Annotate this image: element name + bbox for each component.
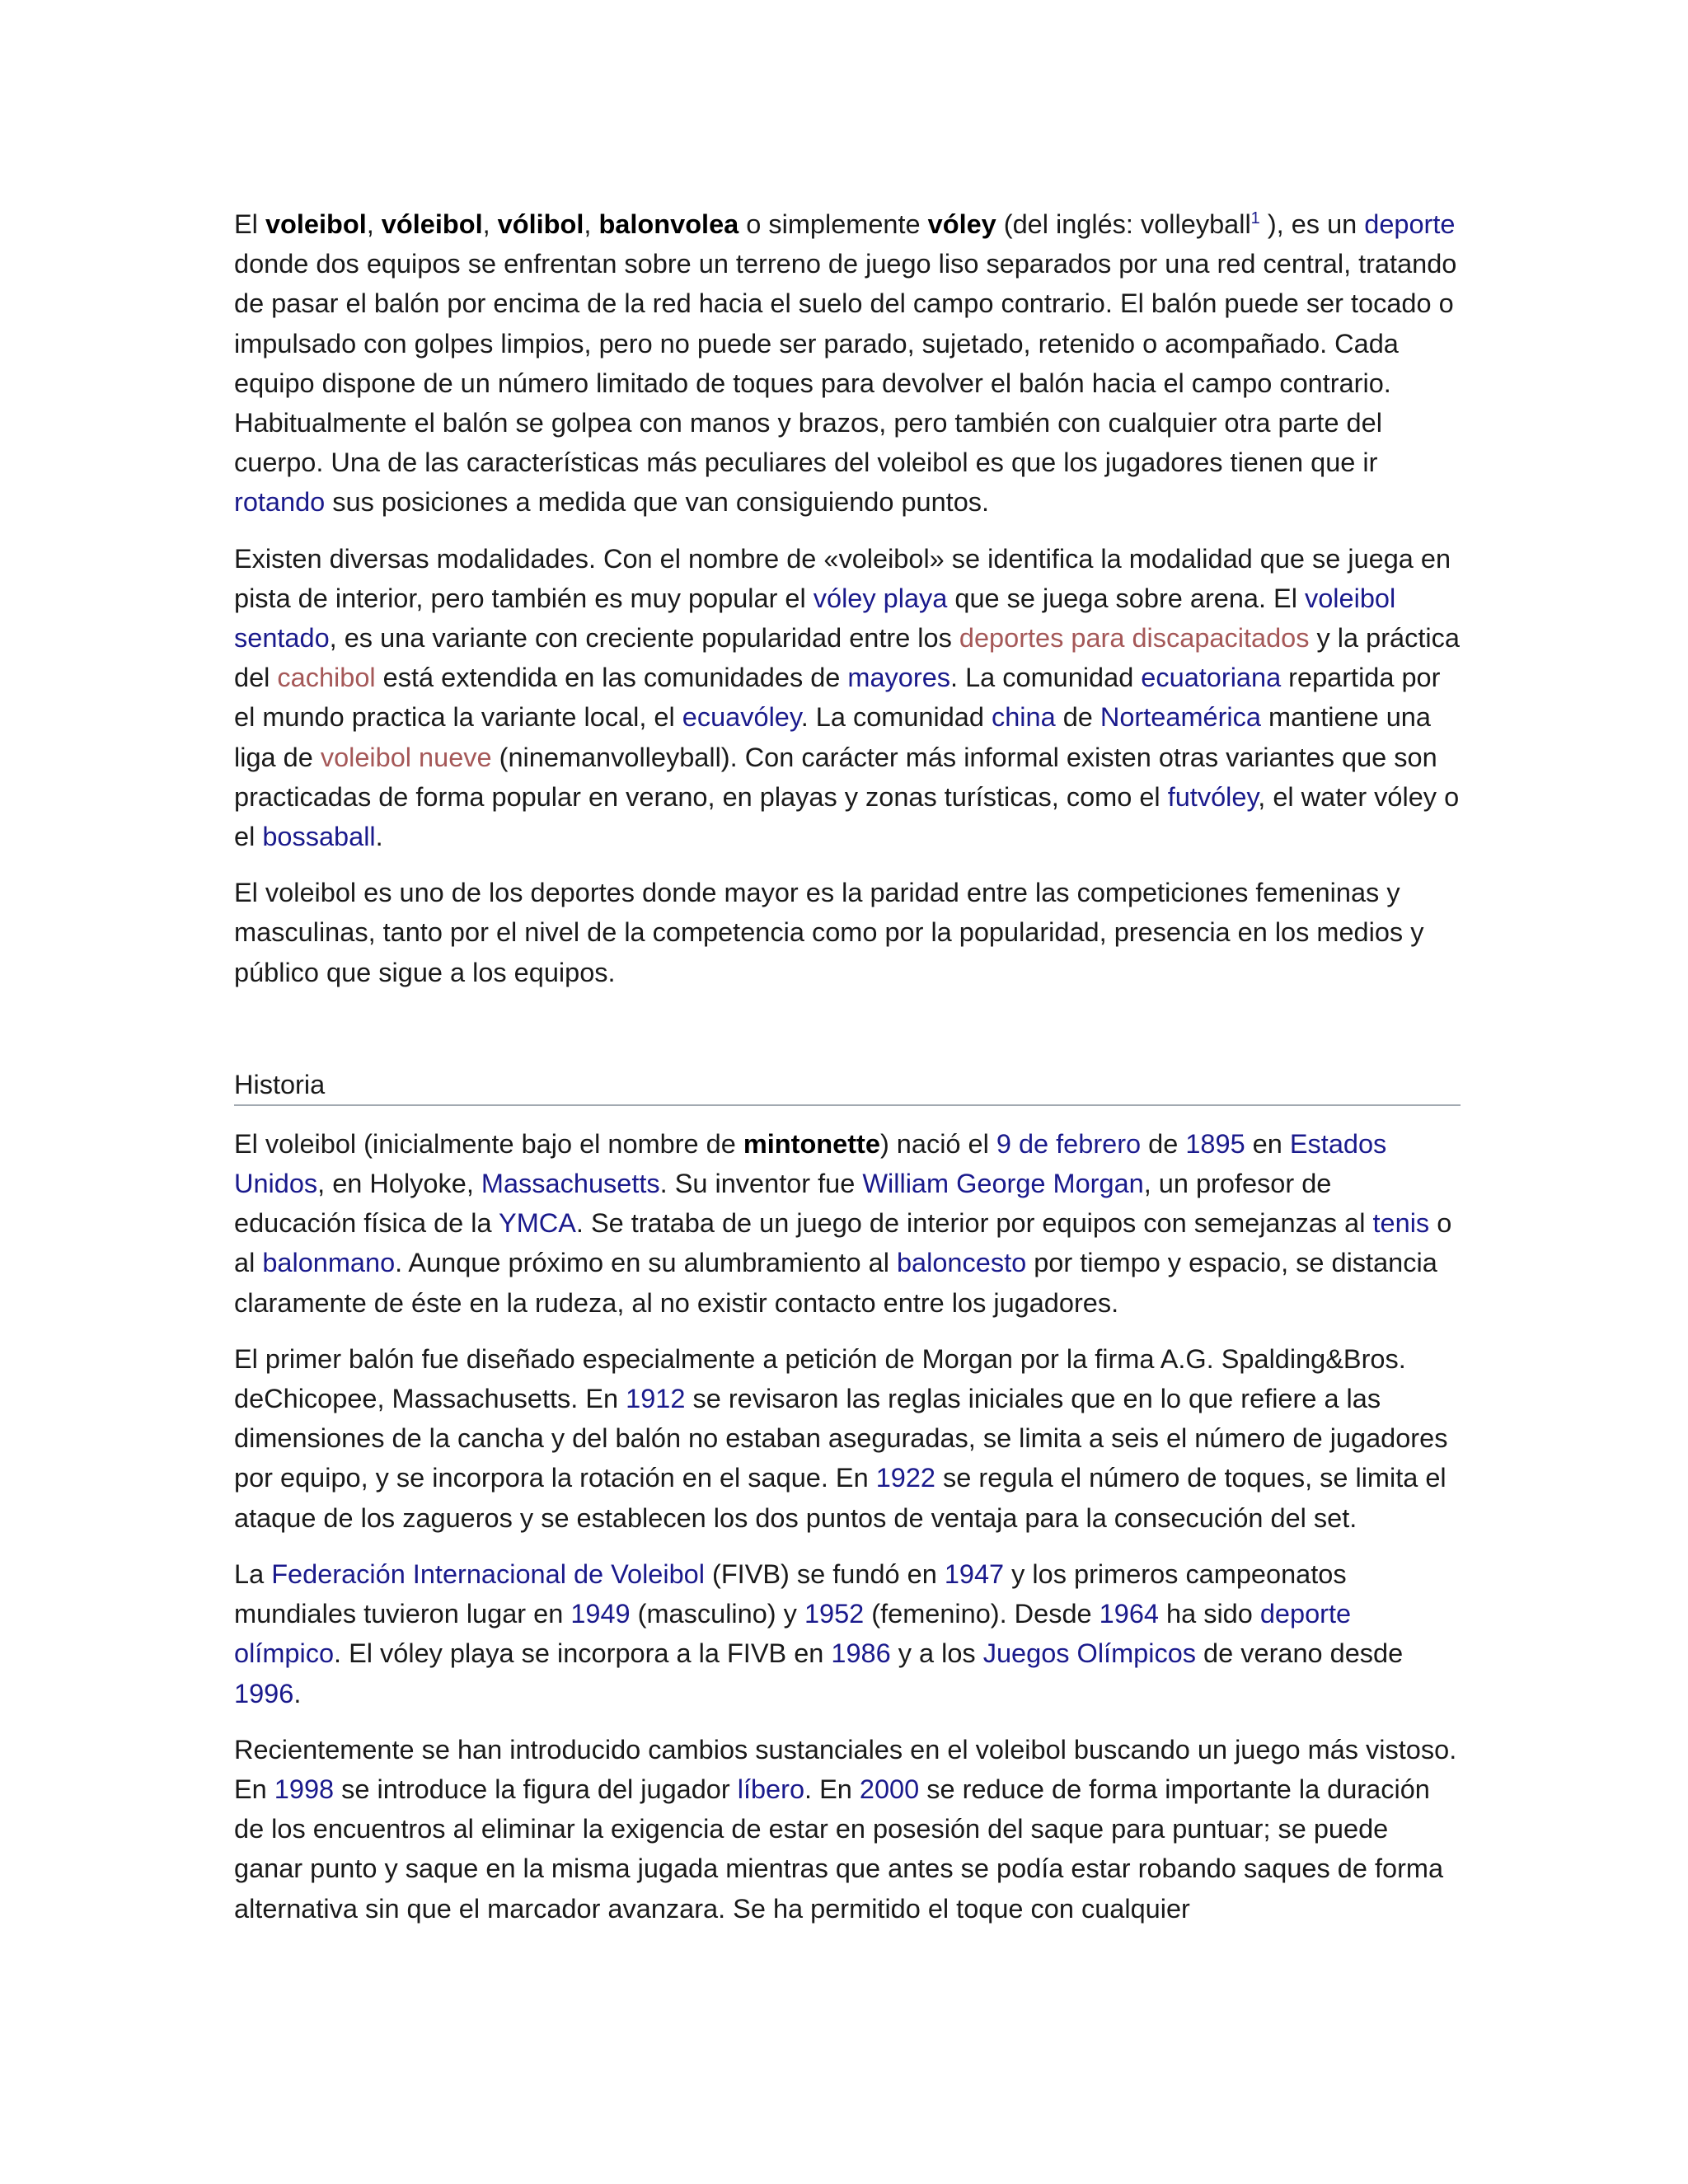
text: ha sido — [1158, 1599, 1260, 1629]
intro-paragraph-1 — [234, 204, 1461, 523]
link-2000[interactable]: 2000 — [859, 1774, 920, 1804]
bold-term: vóleibol — [381, 209, 483, 239]
link-1895[interactable]: 1895 — [1185, 1128, 1245, 1159]
link-voleibol-sentado[interactable]: voleibol sentado — [234, 583, 1396, 654]
link-1964[interactable]: 1964 — [1099, 1599, 1159, 1629]
text: , — [584, 209, 599, 239]
text: . En — [804, 1774, 860, 1804]
link-1996[interactable]: 1996 — [234, 1678, 294, 1708]
text: (masculino) y — [630, 1599, 804, 1629]
text: . El vóley playa se incorpora a la FIVB en — [334, 1638, 832, 1669]
intro-paragraph-3 — [234, 873, 1461, 992]
text: de — [1141, 1128, 1186, 1159]
historia-paragraph-3 — [234, 1554, 1461, 1713]
link-1986[interactable]: 1986 — [831, 1638, 891, 1669]
text: , en Holyoke, — [317, 1169, 481, 1199]
text: . Aunque próximo en su alumbramiento al — [395, 1248, 897, 1278]
link-ymca[interactable]: YMCA — [499, 1208, 576, 1239]
text: de — [1055, 702, 1100, 733]
text: (FIVB) se fundó en — [704, 1558, 945, 1589]
link-balonmano[interactable]: balonmano — [262, 1248, 396, 1278]
text: . La comunidad — [950, 663, 1142, 693]
text: El voleibol es uno de los deportes donde mayor es la paridad entre las competiciones femeninas y masculinas, tanto por el nivel de la competencia como por la popularidad, presencia en los medios y público que sigue a los equipos. — [234, 878, 1424, 987]
link-ecuavoley[interactable]: ecuavóley — [682, 702, 801, 733]
text: repartida por el mundo practica la variante local, el — [234, 663, 1441, 733]
link-baloncesto[interactable]: baloncesto — [896, 1248, 1027, 1278]
text: o simplemente — [738, 209, 928, 239]
text: se reduce de forma importante la duración de los encuentros al eliminar la exigencia de estar en posesión del saque para puntuar; se puede ganar punto y saque en la misma jugada mientras que antes se podía estar robando saques de forma alternativa sin que el marcador avanzara. Se ha permitido el toque con cualquier — [234, 1774, 1444, 1924]
link-tenis[interactable]: tenis — [1372, 1208, 1430, 1239]
intro-paragraph-2 — [234, 539, 1461, 857]
text: y la práctica del — [234, 623, 1460, 693]
text: . La comunidad — [800, 702, 992, 733]
text: , — [482, 209, 498, 239]
text: sus posiciones a medida que van consiguiendo puntos. — [325, 487, 990, 518]
text: (ninemanvolleyball). Con carácter más informal existen otras variantes que son practicadas de forma popular en verano, en playas y zonas turísticas, como el — [234, 742, 1437, 812]
link-fivb[interactable]: Federación Internacional de Voleibol — [271, 1558, 705, 1589]
text: y los primeros campeonatos mundiales tuvieron lugar en — [234, 1558, 1347, 1629]
link-deportes-discapacitados[interactable]: deportes para discapacitados — [959, 623, 1310, 654]
bold-term: vólibol — [497, 209, 584, 239]
article-body — [234, 204, 1461, 1945]
text: ), es un — [1259, 209, 1365, 239]
text: Recientemente se han introducido cambios sustanciales en el voleibol buscando un juego más vistoso. En — [234, 1734, 1457, 1804]
text: o al — [234, 1208, 1452, 1278]
text: se revisaron las reglas iniciales que en lo que refiere a las dimensiones de la cancha y del balón no estaban aseguradas, se limita a seis el número de jugadores por equipo, y se incorpora la rotación en el saque. En — [234, 1384, 1448, 1493]
text: en — [1245, 1128, 1290, 1159]
link-rotando[interactable]: rotando — [234, 487, 326, 518]
link-deporte-olimpico[interactable]: deporte olímpico — [234, 1599, 1352, 1669]
link-voley-playa[interactable]: vóley playa — [813, 583, 948, 613]
link-1949[interactable]: 1949 — [570, 1599, 631, 1629]
text: está extendida en las comunidades de — [375, 663, 848, 693]
text: por tiempo y espacio, se distancia claramente de éste en la rudeza, al no existir contacto entre los jugadores. — [234, 1248, 1437, 1318]
historia-paragraph-2 — [234, 1339, 1461, 1538]
link-deporte[interactable]: deporte — [1364, 209, 1456, 239]
bold-term: mintonette — [743, 1128, 880, 1159]
text: ) nació el — [879, 1128, 996, 1159]
text: . Su inventor fue — [659, 1169, 863, 1199]
footnote-ref[interactable]: 1 — [1250, 209, 1260, 228]
text: donde dos equipos se enfrentan sobre un terreno de juego liso separados por una red central, tratando de pasar el balón por encima de la red hacia el suelo del campo contrario. El balón puede ser tocado o impulsado con golpes limpios, pero no puede ser parado, sujetado, retenido o acompañado. Cada equipo dispone de un número limitado de toques para devolver el balón hacia el campo contrario. Habitualmente el balón se golpea con manos y brazos, pero también con cualquier otra parte del cuerpo. Una de las características más peculiares del voleibol es que los jugadores tienen que ir — [234, 249, 1457, 478]
bold-term: balonvolea — [598, 209, 739, 239]
text: que se juega sobre arena. El — [947, 583, 1305, 613]
text: . — [293, 1678, 302, 1708]
link-1998[interactable]: 1998 — [274, 1774, 335, 1804]
text: (femenino). Desde — [864, 1599, 1100, 1629]
link-1922[interactable]: 1922 — [875, 1463, 935, 1493]
link-norteamerica[interactable]: Norteamérica — [1100, 702, 1261, 733]
text: Existen diversas modalidades. Con el nombre de «voleibol» se identifica la modalidad que se juega en pista de interior, pero también es muy popular el — [234, 543, 1451, 613]
text: , el water vóley o el — [234, 781, 1460, 852]
link-cachibol[interactable]: cachibol — [277, 663, 376, 693]
section-heading-historia: Historia — [234, 1065, 1461, 1106]
text: (del inglés: volleyball — [996, 209, 1251, 239]
text: de verano desde — [1196, 1638, 1404, 1669]
link-china[interactable]: china — [991, 702, 1056, 733]
historia-paragraph-1 — [234, 1124, 1461, 1323]
link-1912[interactable]: 1912 — [626, 1384, 686, 1414]
text: . Se trataba de un juego de interior por equipos con semejanzas al — [575, 1208, 1373, 1239]
text: y a los — [890, 1638, 983, 1669]
link-futvoley[interactable]: futvóley — [1167, 781, 1259, 812]
text: se introduce la figura del jugador — [334, 1774, 738, 1804]
text: mantiene una liga de — [234, 702, 1431, 772]
text: El — [234, 209, 265, 239]
historia-paragraph-4 — [234, 1730, 1461, 1929]
link-9-de-febrero[interactable]: 9 de febrero — [996, 1128, 1142, 1159]
text: , — [366, 209, 382, 239]
link-estados-unidos[interactable]: Estados Unidos — [234, 1128, 1387, 1199]
text: El primer balón fue diseñado especialmente a petición de Morgan por la firma A.G. Spalding&Bros. deChicopee, Massachusetts. En — [234, 1343, 1406, 1414]
link-william-george-morgan[interactable]: William George Morgan — [862, 1169, 1144, 1199]
bold-term: voleibol — [265, 209, 367, 239]
text: . — [375, 822, 383, 852]
link-voleibol-nueve[interactable]: voleibol nueve — [320, 742, 492, 772]
bold-term: vóley — [927, 209, 996, 239]
text: se regula el número de toques, se limita el ataque de los zagueros y se establecen los dos puntos de ventaja para la consecución del set. — [234, 1463, 1447, 1533]
link-libero[interactable]: líbero — [737, 1774, 805, 1804]
link-bossaball[interactable]: bossaball — [262, 822, 376, 852]
link-mayores[interactable]: mayores — [847, 663, 951, 693]
text: , es una variante con creciente popularidad entre los — [329, 623, 959, 654]
link-1947[interactable]: 1947 — [944, 1558, 1005, 1589]
link-juegos-olimpicos[interactable]: Juegos Olímpicos — [982, 1638, 1197, 1669]
link-massachusetts[interactable]: Massachusetts — [481, 1169, 660, 1199]
text: , un profesor de educación física de la — [234, 1169, 1332, 1239]
text: El voleibol (inicialmente bajo el nombre de — [234, 1128, 743, 1159]
link-ecuatoriana[interactable]: ecuatoriana — [1141, 663, 1282, 693]
text: La — [234, 1558, 272, 1589]
link-1952[interactable]: 1952 — [804, 1599, 865, 1629]
